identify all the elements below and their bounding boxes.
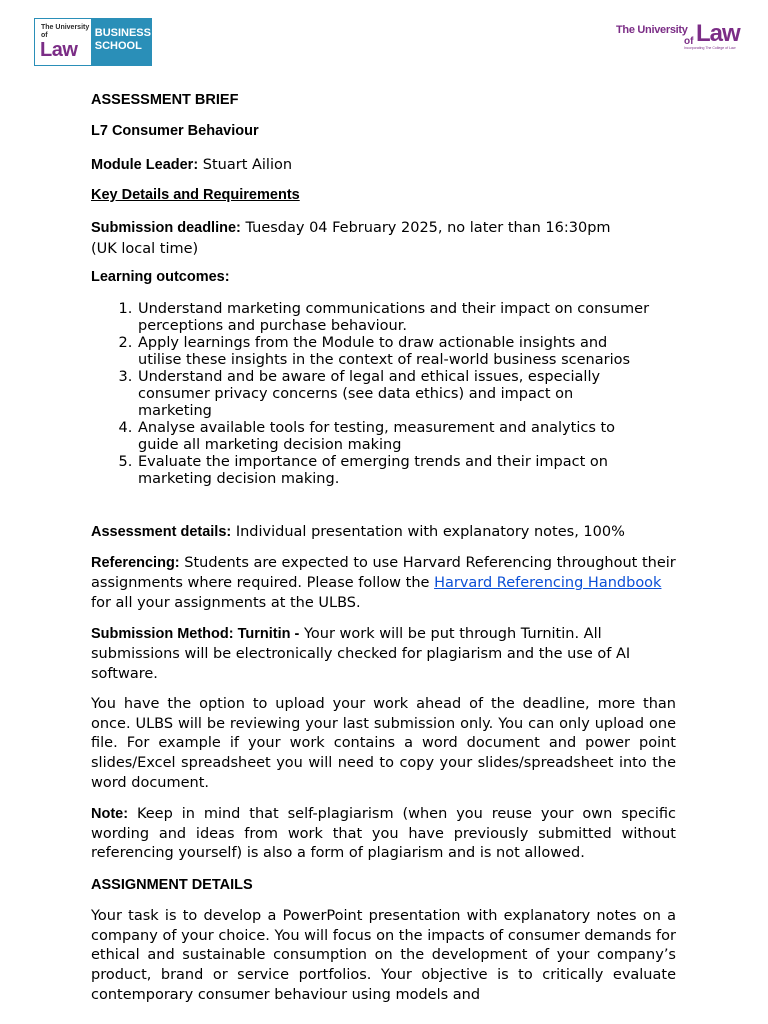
referencing-text-1: Students are expected to use Harvard Referencing throughout their assignments where required. Please follow the [91,555,676,591]
deadline-text-2: (UK local time) [91,241,199,257]
business-school-text: BUSINESS SCHOOL [91,19,151,65]
submission-deadline [91,217,676,259]
module-leader-label: Module Leader: [91,157,199,173]
university-of-law-mark [35,19,91,65]
ulbs-logo [34,18,152,66]
submission-method-text: Your work will be put through Turnitin. All submissions will be electronically checked for plagiarism and the use of AI software. [91,626,631,682]
module-leader-name: Stuart Ailion [198,157,293,173]
assignment-details-heading: ASSIGNMENT DETAILS [91,877,253,893]
logo-law-text: Law [40,39,78,61]
referencing-label: Referencing: [91,555,180,571]
referencing-paragraph [91,553,676,613]
assessment-text: Individual presentation with explanatory notes, 100% [231,524,625,540]
submission-method-paragraph [91,624,676,684]
module-leader [91,154,292,173]
referencing-text-2: for all your assignments at the ULBS. [91,595,361,611]
note-paragraph [91,805,676,864]
outcomes-label: Learning outcomes: [91,269,230,285]
university-of-law-logo [616,22,744,52]
deadline-label: Submission deadline: [91,220,241,236]
list-item: 1. Understand marketing communications and their impact on consumer perceptions and purchase behaviour. [137,301,651,335]
module-title: L7 Consumer Behaviour [91,123,259,139]
upload-paragraph: You have the option to upload your work ahead of the deadline, more than once. ULBS will be reviewing your last submission only. You can only upload one file. For example if your work contains a word document and power point slides/Excel spreadsheet you will need to copy your slides/spreadsheet into the word document. [91,696,676,791]
list-item: 3. Understand and be aware of legal and ethical issues, especially consumer privacy concerns (see data ethics) and impact on marketing [137,369,651,420]
key-details-heading: Key Details and Requirements [91,187,300,203]
logo-of: of [684,36,694,47]
brief-title: ASSESSMENT BRIEF [91,92,239,108]
note-text: Keep in mind that self-plagiarism (when you reuse your own specific wording and ideas from work that you have previously submitted without referencing yourself) is also a form of plagiarism and is not allowed. [91,806,676,862]
note-label: Note: [91,806,129,822]
logo-tagline: Incorporating The College of Law [684,46,736,50]
submission-method-label: Submission Method: Turnitin - [91,626,300,642]
list-item: 5. Evaluate the importance of emerging trends and their impact on marketing decision making. [137,454,651,488]
task-paragraph: Your task is to develop a PowerPoint presentation with explanatory notes on a company of your choice. You will focus on the impacts of consumer demands for ethical and sustainable consumption on the development of your company’s product, brand or service portfolios. Your objective is to critically evaluate contemporary consumer behaviour using models and [91,908,676,1003]
outcomes-list-wrapper [91,301,651,488]
logo-the-university: The University [616,24,688,36]
logo-small-text: The University of [41,24,90,39]
logo-law: Law [696,20,740,47]
assessment-label: Assessment details: [91,524,232,540]
list-item: 4. Analyse available tools for testing, measurement and analytics to guide all marketing decision making [137,420,651,454]
learning-outcomes-list [91,301,651,488]
deadline-text: Tuesday 04 February 2025, no later than 16:30pm [240,220,611,236]
assessment-details [91,521,625,540]
harvard-handbook-link[interactable]: Harvard Referencing Handbook [434,575,662,591]
list-item: 2. Apply learnings from the Module to draw actionable insights and utilise these insights in the context of real-world business scenarios [137,335,651,369]
